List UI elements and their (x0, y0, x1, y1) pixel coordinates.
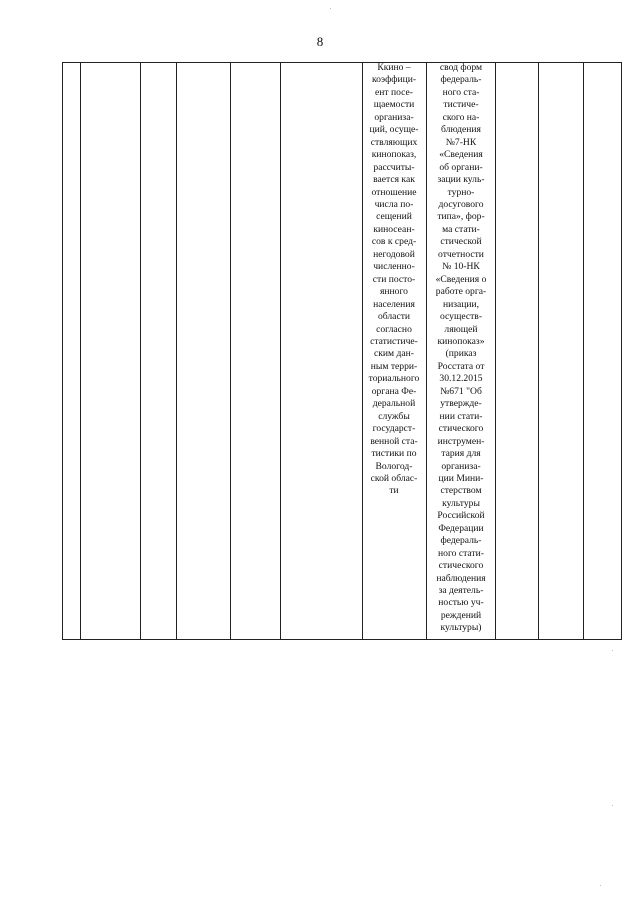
scan-speck (330, 8, 331, 9)
column-divider (140, 62, 141, 640)
column-divider (621, 62, 622, 640)
column-divider (538, 62, 539, 640)
column-divider (80, 62, 81, 640)
column-divider (176, 62, 177, 640)
scan-speck (612, 805, 613, 806)
page-number: 8 (316, 34, 324, 49)
column-divider (230, 62, 231, 640)
table-cell-source: свод форм федераль- ного ста- тистиче- ского на- блюдения №7-НК «Сведения об органи- зации куль- турно- досугового типа», фор- ма стати- стической отчетности № 10-НК «Сведения о работе орга- низации, осуществ- ляющей кинопоказ» (приказ Росстата от 30.12.2015 №671 "Об утвержде- нии стати- стического инструмен- тария для организа- ции Мини- стерством культуры Российской Федерации федераль- ного стати- стического наблюдения за деятель- ностью уч- реждений культуры) (435, 62, 487, 634)
scan-speck (600, 885, 601, 886)
column-divider (62, 62, 63, 640)
column-divider (583, 62, 584, 640)
column-divider (426, 62, 427, 640)
scan-speck (612, 650, 613, 651)
column-divider (495, 62, 496, 640)
column-divider (280, 62, 281, 640)
data-table (62, 62, 622, 640)
table-cell-formula: Ккино – коэффици- ент посе- щаемости организа- ций, осуще- ствляющих кинопоказ, рассчиты- вается как отношение числа по- сещений киносеан- сов к сред- негодовой численно- сти посто- янного населения области согласно статистиче- ским дан- ным терри- ториального органа Фе- деральной службы государст- венной ста- тистики по Вологод- ской облас- ти (368, 62, 420, 497)
